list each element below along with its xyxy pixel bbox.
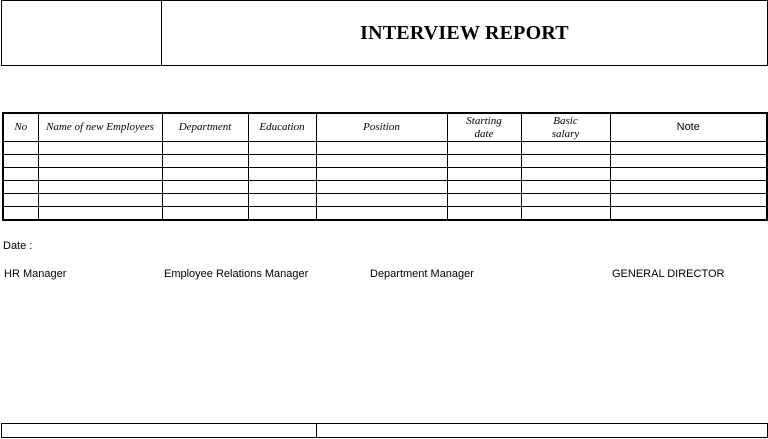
table-cell[interactable] xyxy=(3,168,38,181)
table-cell[interactable] xyxy=(162,155,248,168)
table-cell[interactable] xyxy=(521,142,610,155)
table-cell[interactable] xyxy=(248,168,316,181)
table-row xyxy=(3,142,767,155)
table-cell[interactable] xyxy=(521,207,610,221)
table-cell[interactable] xyxy=(447,207,521,221)
table-cell[interactable] xyxy=(38,207,162,221)
column-header-position: Position xyxy=(316,113,447,142)
table-cell[interactable] xyxy=(447,181,521,194)
table-cell[interactable] xyxy=(162,181,248,194)
table-header-row xyxy=(3,113,767,142)
report-header xyxy=(1,0,768,66)
footer-strip xyxy=(1,423,768,438)
table-row xyxy=(3,194,767,207)
table-cell[interactable] xyxy=(3,142,38,155)
table-cell[interactable] xyxy=(162,142,248,155)
logo-cell xyxy=(2,1,162,65)
report-title: INTERVIEW REPORT xyxy=(360,21,569,44)
table-cell[interactable] xyxy=(610,155,767,168)
table-cell[interactable] xyxy=(316,168,447,181)
table-cell[interactable] xyxy=(38,194,162,207)
table-cell[interactable] xyxy=(248,207,316,221)
column-header-education: Education xyxy=(248,113,316,142)
column-header-basic-salary: Basic salary xyxy=(521,113,610,142)
table-cell[interactable] xyxy=(447,194,521,207)
table-cell[interactable] xyxy=(248,181,316,194)
footer-right-cell xyxy=(317,424,767,437)
table-cell[interactable] xyxy=(521,168,610,181)
table-cell[interactable] xyxy=(162,207,248,221)
column-header-department: Department xyxy=(162,113,248,142)
signature-hr-manager: HR Manager xyxy=(4,268,67,280)
table-cell[interactable] xyxy=(3,155,38,168)
table-cell[interactable] xyxy=(248,194,316,207)
table-cell[interactable] xyxy=(3,207,38,221)
column-header-note: Note xyxy=(610,113,767,142)
table-cell[interactable] xyxy=(162,194,248,207)
table-cell[interactable] xyxy=(316,181,447,194)
table-cell[interactable] xyxy=(447,168,521,181)
table-row xyxy=(3,155,767,168)
table-cell[interactable] xyxy=(447,155,521,168)
employee-table xyxy=(2,112,768,221)
table-cell[interactable] xyxy=(447,142,521,155)
table-cell[interactable] xyxy=(3,181,38,194)
title-cell xyxy=(162,1,767,65)
table-cell[interactable] xyxy=(316,142,447,155)
table-cell[interactable] xyxy=(316,207,447,221)
column-header-starting-date: Starting date xyxy=(447,113,521,142)
signature-general-director: GENERAL DIRECTOR xyxy=(612,268,725,280)
table-cell[interactable] xyxy=(521,181,610,194)
column-header-name: Name of new Employees xyxy=(38,113,162,142)
signature-employee-relations-manager: Employee Relations Manager xyxy=(164,268,309,280)
table-cell[interactable] xyxy=(162,168,248,181)
table-cell[interactable] xyxy=(610,181,767,194)
footer-left-cell xyxy=(2,424,317,437)
table-row xyxy=(3,168,767,181)
table-cell[interactable] xyxy=(610,142,767,155)
table-cell[interactable] xyxy=(316,194,447,207)
table-cell[interactable] xyxy=(38,142,162,155)
table-cell[interactable] xyxy=(521,194,610,207)
column-header-no: No xyxy=(3,113,38,142)
table-cell[interactable] xyxy=(521,155,610,168)
date-label: Date : xyxy=(3,240,33,252)
table-cell[interactable] xyxy=(610,194,767,207)
table-cell[interactable] xyxy=(316,155,447,168)
table-row xyxy=(3,181,767,194)
signature-department-manager: Department Manager xyxy=(370,268,474,280)
table-cell[interactable] xyxy=(610,207,767,221)
table-row xyxy=(3,207,767,221)
table-cell[interactable] xyxy=(38,181,162,194)
table-cell[interactable] xyxy=(248,155,316,168)
table-cell[interactable] xyxy=(38,155,162,168)
table-cell[interactable] xyxy=(610,168,767,181)
table-cell[interactable] xyxy=(38,168,162,181)
table-cell[interactable] xyxy=(3,194,38,207)
table-cell[interactable] xyxy=(248,142,316,155)
